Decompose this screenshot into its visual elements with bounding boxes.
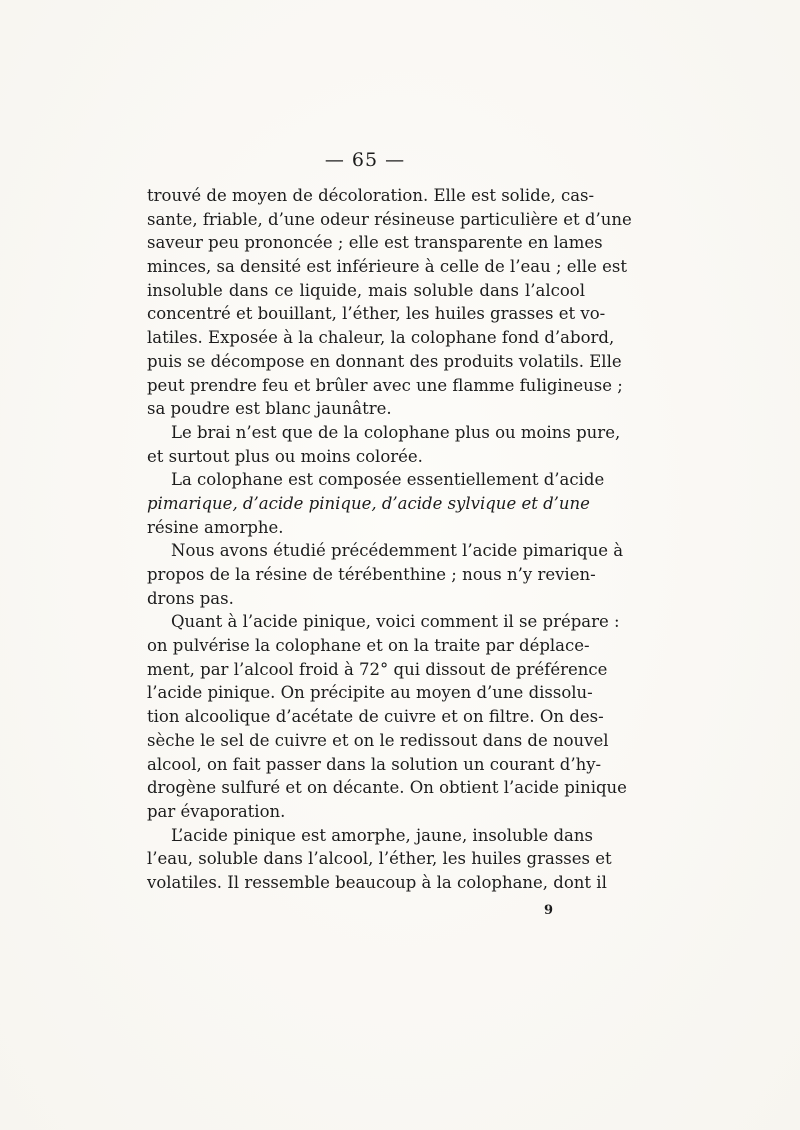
text-line: peut prendre feu et brûler avec une flamme fuligineuse ; — [147, 375, 623, 395]
page-number: — 65 — — [324, 149, 406, 171]
text-line: propos de la résine de térébenthine ; nous n’y revien- — [147, 565, 596, 584]
text-line: saveur peu prononcée ; elle est transparente en lames — [147, 233, 603, 253]
text-line: l’acide pinique. On précipite au moyen d’une dissolu- — [147, 683, 593, 703]
text-line: résine amorphe. — [147, 517, 284, 537]
text-line: minces, sa densité est inférieure à celle de l’eau ; elle est — [147, 257, 627, 277]
text-line: volatiles. Il ressemble beaucoup à la colophane, dont il — [147, 872, 607, 892]
text-line: sante, friable, d’une odeur résineuse particulière et d’une — [147, 209, 632, 229]
body-text — [147, 184, 632, 895]
text-line: latiles. Exposée à la chaleur, la colophane fond d’abord, — [147, 328, 615, 348]
text-line: Quant à l’acide pinique, voici comment il se prépare : — [171, 612, 620, 632]
text-line: L’acide pinique est amorphe, jaune, insoluble dans — [171, 825, 593, 845]
text-line: et surtout plus ou moins colorée. — [147, 446, 423, 466]
text-line: insoluble dans ce liquide, mais soluble dans l’alcool — [147, 280, 585, 300]
text-line: Nous avons étudié précédemment l’acide pimarique à — [171, 541, 624, 561]
text-line: Le brai n’est que de la colophane plus ou moins pure, — [171, 422, 621, 442]
text-line: La colophane est composée essentiellement d’acide — [171, 470, 605, 490]
text-line: l’eau, soluble dans l’alcool, l’éther, les huiles grasses et — [147, 849, 612, 869]
text-line: sèche le sel de cuivre et on le redissout dans de nouvel — [147, 730, 609, 750]
text-line: on pulvérise la colophane et on la traite par déplace- — [147, 636, 590, 656]
signature-mark: 9 — [544, 903, 554, 918]
text-line: concentré et bouillant, l’éther, les huiles grasses et vo- — [147, 304, 606, 324]
text-line: ment, par l’alcool froid à 72° qui dissout de préférence — [147, 659, 608, 679]
text-line: alcool, on fait passer dans la solution un courant d’hy- — [147, 754, 602, 774]
text-line: trouvé de moyen de décoloration. Elle est solide, cas- — [147, 186, 595, 205]
text-line: drogène sulfuré et on décante. On obtient l’acide pinique — [147, 778, 627, 798]
text-line: par évaporation. — [147, 801, 286, 821]
text-line: sa poudre est blanc jaunâtre. — [147, 399, 392, 419]
text-line: tion alcoolique d’acétate de cuivre et on filtre. On des- — [147, 707, 604, 727]
text-line: drons pas. — [147, 588, 234, 608]
text-line: pimarique, d’acide pinique, d’acide sylvique et d’une — [147, 493, 590, 513]
text-line: puis se décompose en donnant des produits volatils. Elle — [147, 351, 622, 371]
